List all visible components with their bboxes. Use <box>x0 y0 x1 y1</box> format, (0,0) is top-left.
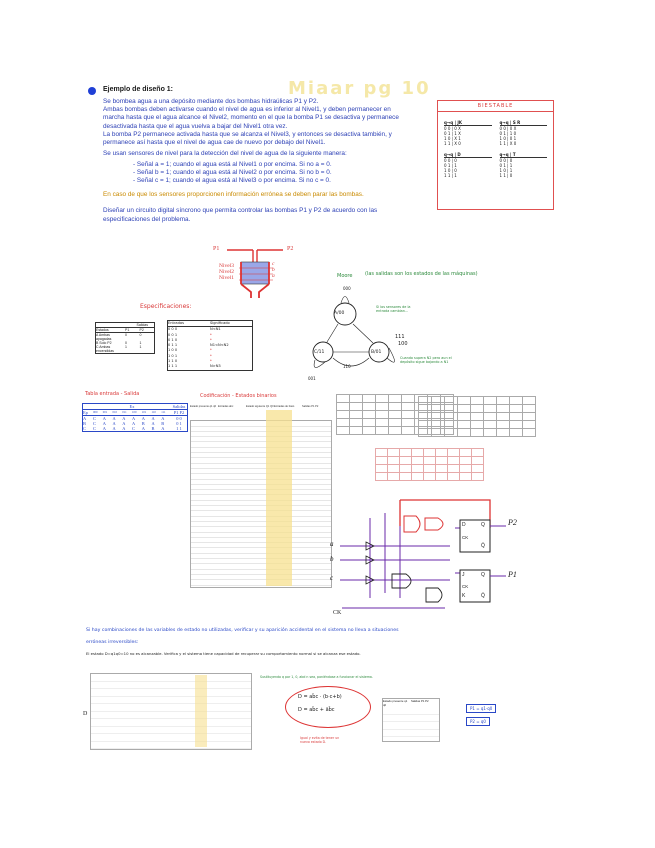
specs-table-states: Salidas Estados P1 P2 A Ambas apagadas 0 0 B Solo P2 0 1 C Ambas encendidas 1 1 <box>95 322 155 354</box>
input-a-label: a <box>330 540 334 548</box>
karnaugh-map-3 <box>375 448 484 481</box>
ff-bottom-k: K <box>462 593 466 599</box>
handwritten-title: Miaar pg 10 <box>288 78 431 99</box>
output-p2-label: P2 <box>508 518 517 527</box>
specs-title: Especificaciones: <box>140 303 192 310</box>
biestable-sr: q→q | S R 0 0 | 0 X 0 1 | 1 0 1 0 | 0 1 1 1 | X 0 <box>500 120 548 146</box>
moore-side-note-2: Cuando supera N2 pero aun el depósito sigue bajando a N1 <box>400 356 452 364</box>
codification-headers: Estado presente q1 q0 Entradas abc Estado siguiente Q1 Q0 Entradas de biest. Salidas P1 P2 <box>190 405 319 408</box>
state-b: B/01 <box>371 350 382 355</box>
design-task: Diseñar un circuito digital síncrono que permita controlar las bombas P1 y P2 de acuerdo con las especificaciones del problema. <box>103 207 378 223</box>
bottom-side-table: Estado presente q1 q0 Salidas P1 P2 <box>382 698 440 742</box>
signal-a-label: a <box>272 273 275 279</box>
edge-label-2: 000 <box>343 286 351 291</box>
clock-label: CK <box>333 610 342 616</box>
signal-c-label: c <box>272 261 275 267</box>
ff-bottom-q: Q <box>481 572 485 578</box>
paragraph-3: La bomba P2 permanece activada hasta que se alcanza el Nivel3, y entonces se desactiva también, y permanece así hasta que el nivel de agua cae de nuevo por debajo del Nivel1. <box>103 130 392 147</box>
level-2-label: Nivel2 <box>219 269 234 275</box>
state-a: A/00 <box>334 311 345 316</box>
karnaugh-map-2 <box>418 396 536 437</box>
ff-top-ck: CK <box>462 535 469 540</box>
edge-label-1: 111 <box>395 334 405 340</box>
logic-circuit <box>330 498 520 618</box>
ff-top-d: D <box>462 522 466 528</box>
signal-b-label: b <box>272 267 275 273</box>
bottom-state-table <box>90 673 252 750</box>
bottom-state-highlight <box>195 675 207 747</box>
ff-bottom-qbar: Q̄ <box>481 593 485 599</box>
biestable-box <box>437 100 554 210</box>
note-line-3: El estado D=q1q0=10 no es alcanzable. Verifica y el sistema tiene capacidad de recuperar su comportamiento normal si se alcanza ese estado. <box>86 651 361 656</box>
edge-label-4: 100 <box>398 341 408 347</box>
small-note: Sustituyendo q por 1, 0, abd n sea, poniéndose a funcionar el sistema. <box>260 675 373 679</box>
sticky-p2: P2 = q0 <box>466 717 490 726</box>
tank-p2-label: P2 <box>287 246 294 252</box>
input-c-label: c <box>330 574 334 582</box>
table-row: A C A A A A A A A 0 0 <box>83 416 182 421</box>
ff-top-q: Q <box>481 522 485 528</box>
level-3-label: Nivel3 <box>219 263 234 269</box>
codification-highlight <box>266 410 292 586</box>
output-p1-label: P1 <box>508 570 517 579</box>
ff-bottom-ck: CK <box>462 584 469 589</box>
truth-table-title: Tabla entrada - Salida <box>85 391 140 397</box>
state-c: C/11 <box>314 350 325 355</box>
warning-text: En caso de que los sensores proporcionen información errónea se deben parar las bombas. <box>103 191 364 199</box>
tank-p1-label: P1 <box>213 246 220 252</box>
biestable-jk: q→q | JK 0 0 | 0 X 0 1 | 1 X 1 0 | X 1 1 1 | X 0 <box>444 120 492 146</box>
sensor-b: - Señal b = 1; cuando el agua está al Nivel2 o por encima. Si no b = 0. <box>133 169 332 177</box>
moore-side-note-1: Si los sensores de la entrada cambian... <box>376 305 411 313</box>
section-heading: Ejemplo de diseño 1: <box>103 86 174 93</box>
ff-top-qbar: Q̄ <box>481 543 485 549</box>
sensor-list <box>133 161 413 185</box>
arrow-note: Igual y evita de tener un nuevo estado D. <box>300 736 340 744</box>
edge-label-3: 110 <box>343 364 351 369</box>
sensor-c: - Señal c = 1; cuando el agua está al Nivel3 o por encima. Si no c = 0. <box>133 177 331 185</box>
moore-note: (las salidas son los estados de las máquinas) <box>365 271 478 277</box>
paragraph-4: Se usan sensores de nivel para la detección del nivel de agua de la siguiente manera: <box>103 150 347 158</box>
biestable-title: BIESTABLE <box>438 101 553 112</box>
truth-table: Ex Salidas Ep 000 001 010 011 100 101 110 111 P1 P2 A C A A A A A A A 0 0 B C A A A A B A B 0 1 C C A A A C A B A 1 1 <box>82 403 188 432</box>
codification-sheet <box>190 420 332 588</box>
paragraph-2: Ambas bombas deben activarse cuando el nivel de agua es inferior al Nivel1, y deben permanecer en marcha hasta que el agua alcance el Nivel2, momento en el que la bomba P1 se desactiva y permanece desactivada hasta que el agua vuelva a bajar del Nivel1 otra vez. <box>103 106 399 130</box>
sticky-p1: P1 = q1·q0 <box>466 704 496 713</box>
input-b-label: b <box>330 555 334 563</box>
biestable-t: q→q | T 0 0 | 0 0 1 | 1 1 0 | 1 1 1 | 0 <box>500 152 548 178</box>
equation-2: D = ab̄c + āb̄c <box>298 707 335 713</box>
codification-title: Codificación - Estados binarios <box>200 393 277 399</box>
specs-table-inputs: Entradas Significado 0 0 0 N<N1 0 0 1 * 0 1 0 * 0 1 1 N1<N<N2 1 0 0 * 1 0 1 * 1 1 0 * 1 1 1 N>N3 <box>167 320 253 371</box>
moore-label: Moore <box>337 273 353 279</box>
moore-state-diagram <box>305 282 405 382</box>
note-line-2: erróneas irreversibles: <box>86 640 139 645</box>
ff-bottom-j: J <box>462 572 465 578</box>
bottom-d-label: D <box>83 711 88 717</box>
equation-1: D = ab̄c · (b·c+b) <box>298 694 342 700</box>
bullet-icon <box>88 87 96 95</box>
table-row: C C A A A C A B A 1 1 <box>83 426 182 431</box>
paragraph-1: Se bombea agua a una depósito mediante dos bombas hidraúlicas P1 y P2. <box>103 98 319 105</box>
note-line-1: Si hay combinaciones de las variables de estado no utilizadas, verificar y su aparición accidental en el sistema no lleva a situaciones <box>86 628 399 633</box>
sensor-a: - Señal a = 1; cuando el agua está al Nivel1 o por encima. Si no a = 0. <box>133 161 332 169</box>
problem-statement <box>103 98 413 227</box>
biestable-d: q→q | D 0 0 | 0 0 1 | 1 1 0 | 0 1 1 | 1 <box>444 152 492 178</box>
level-1-label: Nivel1 <box>219 275 234 281</box>
edge-label-5: 001 <box>308 376 316 381</box>
table-row: B C A A A A B A B 0 1 <box>83 421 182 426</box>
